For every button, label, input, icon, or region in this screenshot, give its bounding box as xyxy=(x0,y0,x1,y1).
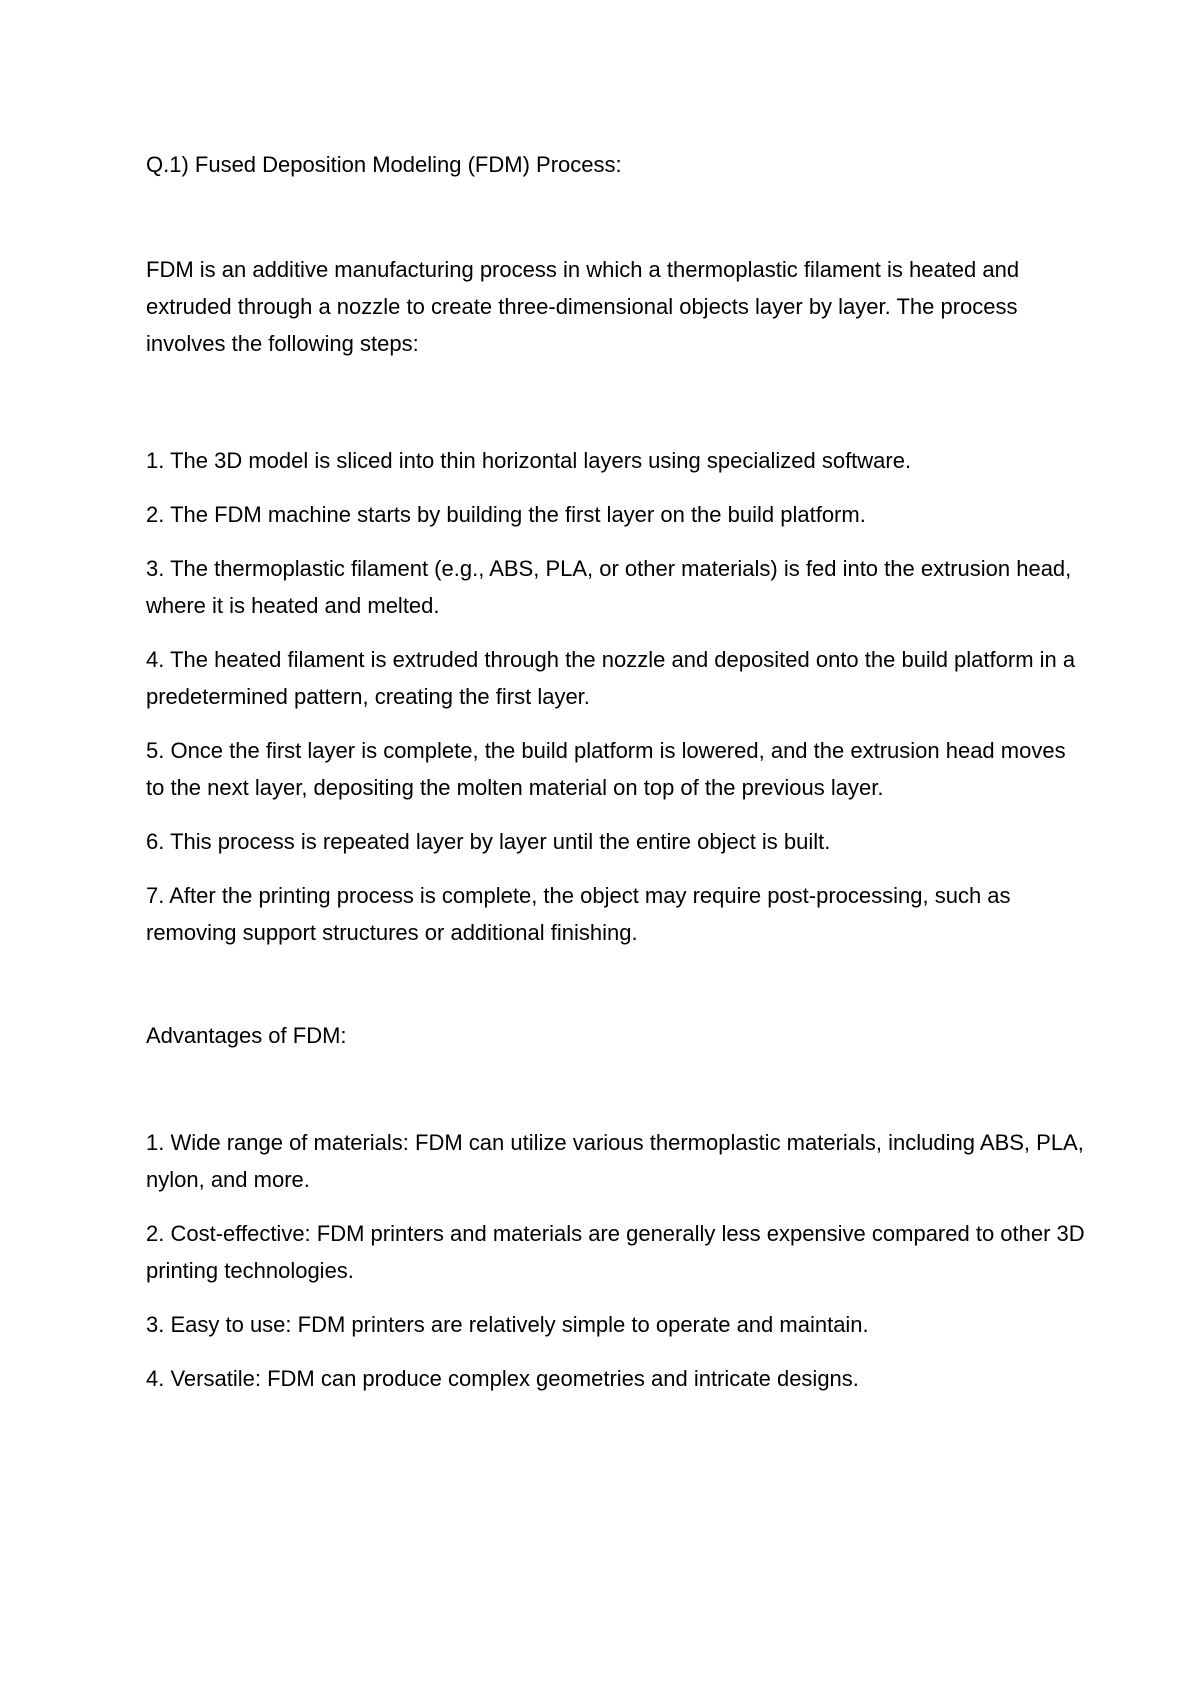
document-page xyxy=(146,146,1086,1414)
page-title: Q.1) Fused Deposition Modeling (FDM) Process: xyxy=(146,152,622,177)
list-item: 1. Wide range of materials: FDM can utilize various thermoplastic materials, including ABS, PLA, nylon, and more. xyxy=(146,1130,1084,1192)
advantages-list xyxy=(146,1124,1086,1397)
list-item: 2. The FDM machine starts by building the first layer on the build platform. xyxy=(146,502,866,527)
list-item: 1. The 3D model is sliced into thin horizontal layers using specialized software. xyxy=(146,448,912,473)
list-item: 3. Easy to use: FDM printers are relatively simple to operate and maintain. xyxy=(146,1312,869,1337)
advantages-heading: Advantages of FDM: xyxy=(146,1023,347,1048)
process-steps-list xyxy=(146,442,1086,951)
list-item: 2. Cost-effective: FDM printers and materials are generally less expensive compared to other 3D printing technologies. xyxy=(146,1221,1085,1283)
list-item: 5. Once the first layer is complete, the build platform is lowered, and the extrusion head moves to the next layer, depositing the molten material on top of the previous layer. xyxy=(146,738,1066,800)
list-item: 6. This process is repeated layer by layer until the entire object is built. xyxy=(146,829,831,854)
intro-paragraph: FDM is an additive manufacturing process in which a thermoplastic filament is heated and extruded through a nozzle to create three-dimensional objects layer by layer. The process involves the following steps: xyxy=(146,257,1020,356)
list-item: 4. Versatile: FDM can produce complex geometries and intricate designs. xyxy=(146,1366,859,1391)
list-item: 3. The thermoplastic filament (e.g., ABS, PLA, or other materials) is fed into the extrusion head, where it is heated and melted. xyxy=(146,556,1072,618)
list-item: 4. The heated filament is extruded through the nozzle and deposited onto the build platform in a predetermined pattern, creating the first layer. xyxy=(146,647,1076,709)
list-item: 7. After the printing process is complete, the object may require post-processing, such as removing support structures or additional finishing. xyxy=(146,883,1011,945)
